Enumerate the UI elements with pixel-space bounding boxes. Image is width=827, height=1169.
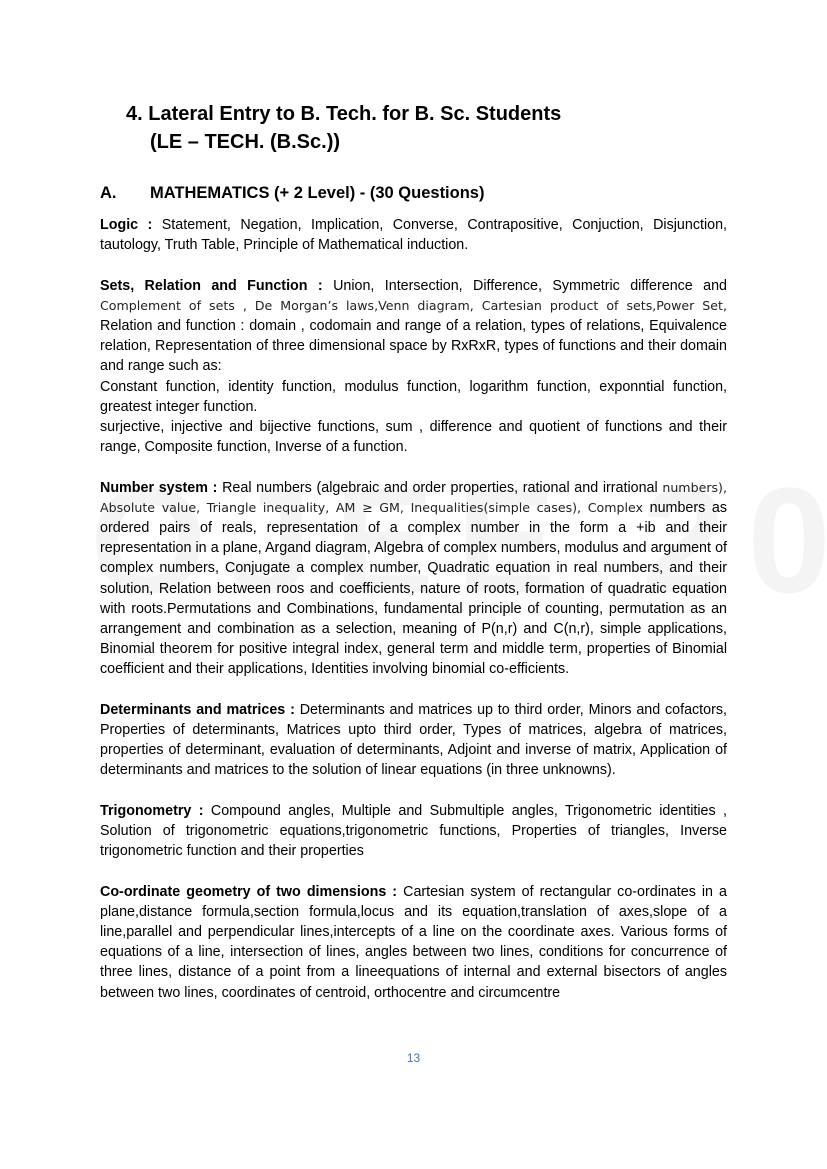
topic-label: Trigonometry : [100,802,204,819]
page-number: 13 [406,1051,421,1065]
topic-text: numbers), Absolute value, Triangle inequality, AM ≥ GM, Inequalities(simple cases), Complex [100,479,727,515]
topic-determinants [100,700,727,781]
section-title: MATHEMATICS (+ 2 Level) - (30 Questions) [150,184,485,202]
topic-logic [100,215,727,255]
section-letter: A. [100,184,117,202]
topic-label: Logic : [100,217,153,233]
topic-label: Determinants and matrices : [100,701,295,718]
topic-text: Real numbers (algebraic and order properties, rational and irrational [217,479,663,496]
topic-text: Determinants and matrices up to third order, Minors and cofactors, Properties of determinants, Matrices upto third order, Types of matrices, algebra of matrices, properties of determinant, evaluation of determinants, Adjoint and inverse of matrix, Application of determinants and matrices to the solution of linear equations (in three unknowns). [100,701,727,779]
title-line-2: (LE – TECH. (B.Sc.)) [150,131,341,153]
topic-text: Union, Intersection, Difference, Symmetric difference and [322,277,727,294]
topic-label: Number system : [100,479,218,496]
topic-label: Sets, Relation and Function : [100,277,323,294]
topic-text: Compound angles, Multiple and Submultiple angles, Trigonometric identities , Solution of trigonometric equations,trigonometric functions, Properties of triangles, Inverse trigonometric function and their properties [100,802,727,860]
topic-text: Cartesian system of rectangular co-ordinates in a plane,distance formula,section formula,locus and its equation,translation of axes,slope of a line,parallel and perpendicular lines,intercepts of a line on the coordinate axes. Various forms of equations of a line, intersection of lines, angles between two lines, conditions for concurrence of three lines, distance of a point from a lineequations of internal and external bisectors of angles between two lines, coordinates of centroid, orthocentre and circumcentre [100,883,727,1001]
topic-text: Complement of sets , De Morgan’s laws,Venn diagram, Cartesian product of sets,Power Set, [100,297,727,313]
title-line-1: 4. Lateral Entry to B. Tech. for B. Sc. Students [126,103,562,125]
section-heading [100,182,727,204]
topic-label: Co-ordinate geometry of two dimensions : [100,883,398,900]
topic-sets-line-3: surjective, injective and bijective functions, sum , difference and quotient of functions and their range, Composite function, Inverse of a function. [100,419,727,456]
page-title [126,100,726,156]
topic-text: Statement, Negation, Implication, Converse, Contrapositive, Conjuction, Disjunction, tautology, Truth Table, Principle of Mathematical induction. [100,217,727,254]
topic-coordinate-geometry [100,882,727,1003]
topic-trigonometry [100,801,727,862]
topic-number-system [100,478,727,680]
topic-text: numbers as ordered pairs of reals, representation of a complex number in the form a +ib and their representation in a plane, Argand diagram, Algebra of complex numbers, modulus and argument of complex numbers, Conjugate a complex number, Quadratic equation in real numbers, and their solution, Relation between roos and coefficients, nature of roots, formation of quadratic equation with roots.Permutations and Combinations, fundamental principle of counting, permutation as an arrangement and combination as a selection, meaning of P(n,r) and C(n,r), simple applications, Binomial theorem for positive integral index, general term and middle term, properties of Binomial coefficient and their applications, Identities involving binomial co-efficients. [100,499,727,678]
syllabus-content [100,215,727,1003]
topic-sets [100,276,727,377]
topic-text: Relation and function : domain , codomain and range of a relation, types of relations, Equivalence relation, Representation of three dimensional space by RxRxR, types of functions and their domain and range such as: [100,318,727,375]
topic-sets-line-2: Constant function, identity function, modulus function, logarithm function, exponntial function, greatest integer function. [100,378,727,415]
